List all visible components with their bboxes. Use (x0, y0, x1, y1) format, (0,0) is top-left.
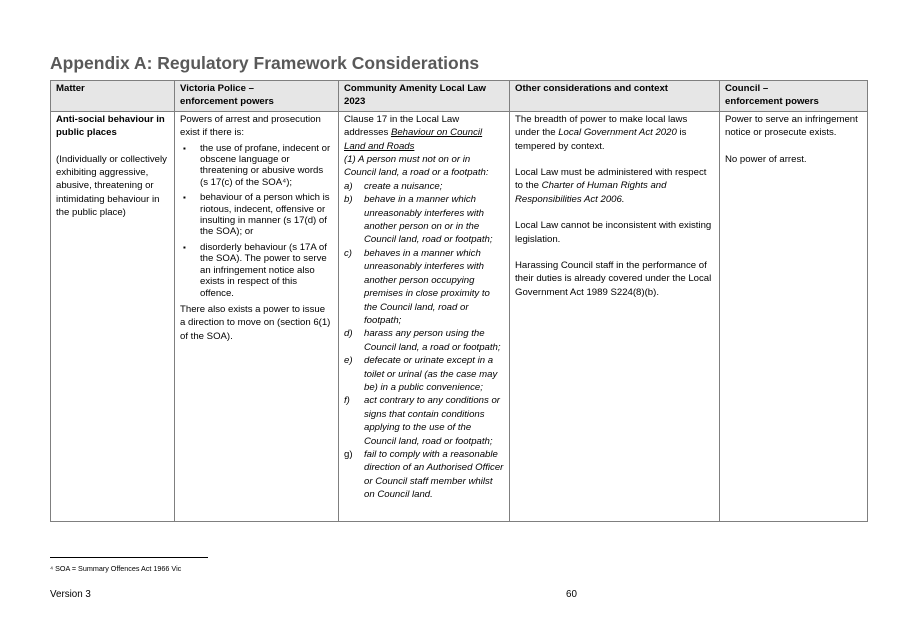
local-law-item-label: c) (344, 247, 352, 259)
other-harassing-staff: Harassing Council staff in the performance of their duties is already covered under the Local Government Act 1989 S224(8)(b). (515, 260, 712, 298)
header-matter (51, 81, 175, 112)
matter-detail: (Individually or collectively exhibiting aggressive, abusive, threatening or intimidating behaviour in the public place) (56, 153, 167, 219)
page-title: Appendix A: Regulatory Framework Considerations (50, 53, 480, 73)
regulatory-framework-table (50, 80, 868, 522)
other-p1-act: Local Government Act 2020 (558, 127, 677, 139)
header-local-law (339, 81, 510, 112)
local-law-item-label: a) (344, 180, 353, 192)
header-council-line1: Council – (725, 83, 769, 94)
police-bullet-list (180, 143, 333, 299)
police-intro: Powers of arrest and prosecution exist if there is: (180, 113, 321, 139)
other-p1-a: The breadth of power to make local laws under the (515, 113, 688, 139)
local-law-item-text: behave in a manner which unreasonably interferes with another person on or in the Council land, road or footpath; (364, 194, 493, 246)
header-other-considerations (510, 81, 720, 112)
other-human-rights (515, 166, 714, 206)
local-law-item-text: harass any person using the Council land, a road or footpath; (364, 328, 501, 353)
footnote: ⁴ SOA = Summary Offences Act 1966 Vic (50, 564, 182, 573)
header-victoria-police (175, 81, 339, 112)
police-bullet: ▪ behaviour of a person which is riotous, indecent, offensive or insulting in manner (s 17(d) of the SOA); or (200, 192, 333, 238)
local-law-item-label: b) (344, 194, 353, 206)
police-closing: There also exists a power to issue a direction to move on (section 6(1) of the SOA). (180, 303, 331, 342)
local-law-item-text: fail to comply with a reasonable direction of an Authorised Officer or Council staff member whilst on Council land. (364, 448, 504, 501)
local-law-item (344, 193, 504, 247)
local-law-item-label: e) (344, 355, 353, 367)
police-bullet: ▪ disorderly behaviour (s 17A of the SOA). The power to serve an infringement notice also exists in respect of this offence. (200, 242, 333, 299)
header-local-law-line1: Community Amenity Local Law (344, 83, 486, 94)
cell-other-considerations (510, 111, 720, 521)
council-no-arrest: No power of arrest. (725, 153, 807, 165)
cell-matter (51, 111, 175, 521)
table-header-row (51, 81, 868, 112)
local-law-item (344, 448, 504, 502)
table-row (51, 111, 868, 521)
footer-page-number: 60 (566, 589, 577, 600)
footnote-divider (50, 557, 208, 558)
local-law-item-label: f) (344, 395, 350, 407)
other-p1-c: is tempered by context. (515, 127, 687, 152)
local-law-clause (344, 113, 504, 153)
local-law-item (344, 354, 504, 394)
header-council (720, 81, 868, 112)
local-law-item (344, 394, 504, 448)
local-law-item (344, 247, 504, 327)
other-p2-charter: Charter of Human Rights and Responsibilities Act 2006. (515, 180, 667, 205)
cell-local-law (339, 111, 510, 521)
police-bullet: ▪ the use of profane, indecent or obscene language or threatening or abusive words (s 17(c) of the SOA⁴); (200, 143, 333, 189)
local-law-lead: (1) A person must not on or in Council land, a road or a footpath: (344, 154, 489, 179)
local-law-item-text: behaves in a manner which unreasonably interferes with another person occupying premises in close proximity to the Council land, road or footpath; (364, 247, 490, 326)
header-police-line2: enforcement powers (180, 96, 274, 108)
local-law-clause-title: Behaviour on Council Land and Roads (344, 127, 483, 152)
local-law-item (344, 327, 504, 354)
other-p2-a: Local Law must be administered with respect to the (515, 167, 707, 192)
local-law-item-label: d) (344, 328, 353, 340)
header-local-law-line2: 2023 (344, 96, 366, 108)
footer-version: Version 3 (50, 589, 91, 600)
other-breadth-of-power (515, 113, 714, 153)
local-law-item-list (344, 180, 504, 502)
local-law-item-label: g) (344, 448, 353, 460)
cell-council (720, 111, 868, 521)
header-other-line1: Other considerations and context (515, 83, 668, 94)
other-consistency: Local Law cannot be inconsistent with existing legislation. (515, 220, 712, 245)
header-police-line1: Victoria Police – (180, 83, 254, 94)
header-council-line2: enforcement powers (725, 96, 819, 108)
local-law-clause-prefix: Clause 17 in the Local Law addresses (344, 113, 460, 139)
header-matter-line1: Matter (56, 83, 85, 94)
matter-heading: Anti-social behaviour in public places (56, 113, 165, 139)
cell-police (175, 111, 339, 521)
local-law-item-text: defecate or urinate except in a toilet or urinal (as the case may be) in a public convenience; (364, 355, 498, 393)
local-law-item (344, 180, 504, 193)
council-power: Power to serve an infringement notice or prosecute exists. (725, 113, 858, 139)
local-law-item-text: act contrary to any conditions or signs that contain conditions applying to the use of the Council land, road or footpath; (364, 395, 500, 447)
local-law-item-text: create a nuisance; (364, 180, 443, 192)
